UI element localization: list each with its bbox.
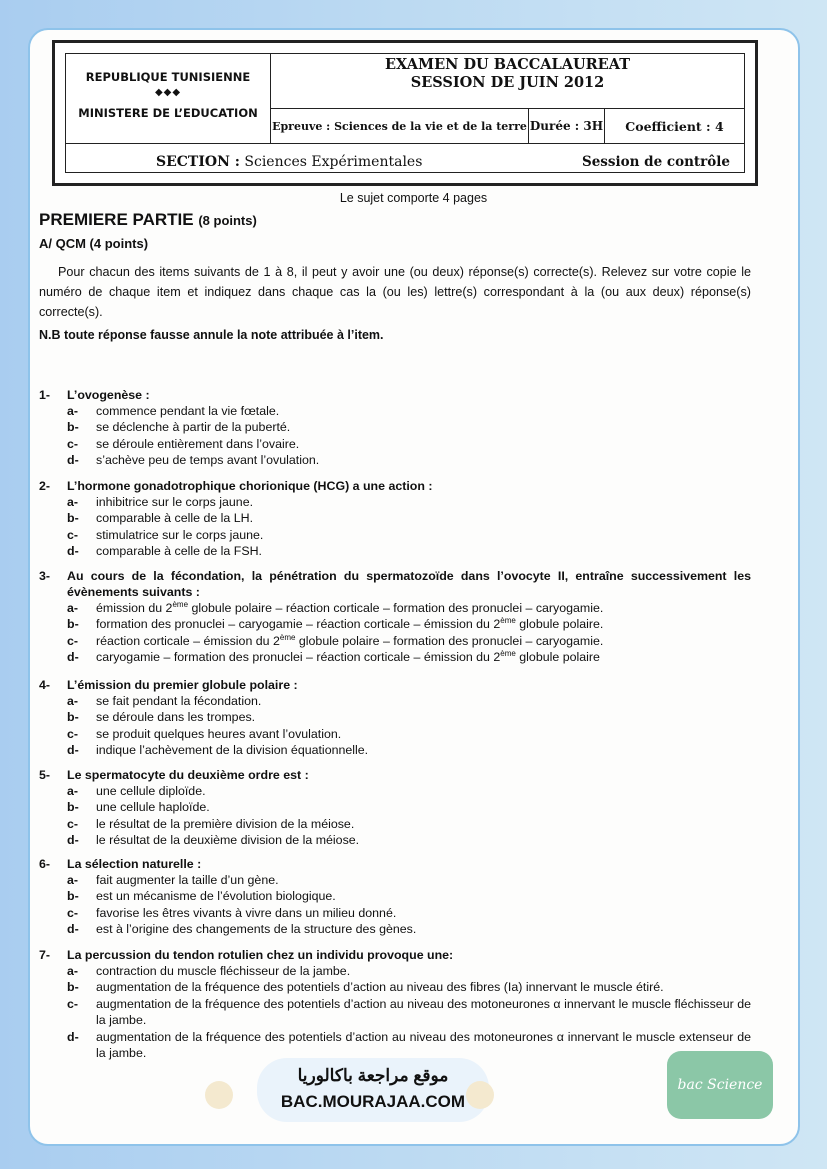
- answer-option: [39, 872, 751, 888]
- answer-option: [39, 693, 751, 709]
- question-item: [39, 568, 751, 666]
- answer-option: [39, 543, 751, 559]
- question-number: 6-: [39, 857, 51, 871]
- answer-option: [39, 905, 751, 921]
- question-text: [39, 856, 751, 872]
- question-item: [39, 387, 751, 469]
- option-text: augmentation de la fréquence des potentiels d’action au niveau des motoneurones α innervant le muscle extenseur de la jambe.: [96, 1029, 751, 1061]
- option-text: favorise les êtres vivants à vivre dans un milieu donné.: [96, 905, 397, 920]
- option-text: se déroule entièrement dans l’ovaire.: [96, 436, 300, 451]
- question-label: Le spermatocyte du deuxième ordre est :: [67, 768, 309, 782]
- option-letter: c-: [67, 436, 79, 451]
- option-text: indique l’achèvement de la division équationnelle.: [96, 743, 369, 758]
- question-item: [39, 947, 751, 1061]
- option-text: fait augmenter la taille d’un gène.: [96, 873, 279, 887]
- option-letter: c-: [67, 527, 79, 542]
- section-row: [66, 143, 744, 172]
- option-text: est à l’origine des changements de la structure des gènes.: [96, 922, 417, 937]
- option-letter: d-: [67, 922, 79, 937]
- question-item: [39, 856, 751, 938]
- option-text: contraction du muscle fléchisseur de la jambe.: [96, 964, 351, 978]
- option-text: réaction corticale – émission du 2ème globule polaire – formation des pronuclei – caryogamie.: [96, 632, 604, 648]
- option-text: augmentation de la fréquence des potentiels d’action au niveau des motoneurones α innervant le muscle fléchisseur de la jambe.: [96, 996, 751, 1028]
- option-letter: c-: [67, 905, 79, 920]
- ornament: ◆◆◆: [154, 87, 182, 98]
- answer-option: [39, 816, 751, 832]
- answer-option: [39, 494, 751, 510]
- option-text: le résultat de la première division de la méiose.: [96, 816, 355, 831]
- option-letter: c-: [67, 996, 79, 1011]
- question-text: [39, 478, 751, 494]
- question-text: [39, 947, 751, 963]
- question-label: L’hormone gonadotrophique chorionique (HCG) a une action :: [67, 479, 433, 493]
- question-text: [39, 387, 751, 403]
- answer-option: [39, 783, 751, 799]
- answer-option: [39, 963, 751, 979]
- page-count-note: Le sujet comporte 4 pages: [339, 191, 488, 205]
- option-letter: a-: [67, 495, 79, 509]
- option-letter: c-: [67, 633, 79, 648]
- exam-session: SESSION DE JUIN 2012: [410, 74, 605, 91]
- answer-option: [39, 996, 751, 1029]
- option-letter: d-: [67, 544, 79, 559]
- option-letter: d-: [67, 650, 79, 665]
- part-title: PREMIERE PARTIE (8 points): [39, 210, 257, 229]
- question-item: [39, 478, 751, 560]
- option-letter: d-: [67, 453, 79, 468]
- option-letter: b-: [67, 710, 79, 725]
- option-text: stimulatrice sur le corps jaune.: [96, 527, 264, 542]
- option-text: comparable à celle de la LH.: [96, 511, 254, 526]
- answer-option: [39, 888, 751, 904]
- nb-note: N.B toute réponse fausse annule la note attribuée à l’item.: [39, 328, 384, 342]
- option-letter: b-: [67, 511, 79, 526]
- option-letter: a-: [67, 964, 79, 978]
- option-text: se produit quelques heures avant l’ovulation.: [96, 726, 342, 741]
- option-letter: d-: [67, 833, 79, 848]
- option-letter: d-: [67, 1029, 79, 1044]
- option-letter: a-: [67, 784, 79, 798]
- exam-header: [52, 40, 758, 186]
- question-number: 2-: [39, 479, 51, 493]
- question-number: 1-: [39, 388, 51, 402]
- ministry-block: [66, 54, 271, 143]
- answer-option: [39, 832, 751, 848]
- option-text: commence pendant la vie fœtale.: [96, 404, 280, 418]
- option-text: une cellule diploïde.: [96, 784, 206, 798]
- option-text: caryogamie – formation des pronuclei – réaction corticale – émission du 2ème globule polaire: [96, 649, 600, 665]
- bac-science-badge: bac Science: [667, 1051, 773, 1119]
- option-text: inhibitrice sur le corps jaune.: [96, 495, 254, 509]
- option-letter: b-: [67, 980, 79, 995]
- answer-option: [39, 510, 751, 526]
- site-footer[interactable]: [257, 1058, 489, 1122]
- exam-info-row: [271, 109, 744, 143]
- answer-option: [39, 921, 751, 937]
- instructions: Pour chacun des items suivants de 1 à 8, il peut y avoir une (ou deux) réponse(s) correcte(s). Relevez sur votre copie le numéro de chaque item et indiquez dans chaque cas la (ou les) lettre(s) correspondant à la (ou aux deux) réponse(s) correcte(s).: [39, 265, 751, 319]
- question-number: 3-: [39, 569, 51, 583]
- answer-option: [39, 600, 751, 616]
- answer-option: [39, 709, 751, 725]
- answer-option: [39, 726, 751, 742]
- ministry-label: MINISTERE DE L’EDUCATION: [78, 106, 258, 120]
- option-text: formation des pronuclei – caryogamie – réaction corticale – émission du 2ème globule polaire.: [96, 616, 604, 632]
- footer-site-link[interactable]: BAC.MOURAJAA.COM: [280, 1092, 466, 1111]
- question-number: 4-: [39, 678, 51, 692]
- option-letter: b-: [67, 420, 79, 435]
- question-text: [39, 568, 751, 600]
- answer-option: [39, 419, 751, 435]
- option-text: se déroule dans les trompes.: [96, 710, 256, 725]
- option-letter: a-: [67, 873, 79, 887]
- answer-option: [39, 527, 751, 543]
- exam-title: EXAMEN DU BACCALAUREAT: [385, 56, 630, 73]
- republic-label: REPUBLIQUE TUNISIENNE: [85, 70, 251, 84]
- question-text: [39, 767, 751, 783]
- option-letter: c-: [67, 816, 79, 831]
- answer-option: [39, 979, 751, 995]
- question-label: L’émission du premier globule polaire :: [67, 678, 298, 692]
- exam-title-block: [271, 54, 744, 109]
- option-letter: a-: [67, 404, 79, 418]
- answer-option: [39, 742, 751, 758]
- answer-option: [39, 616, 751, 632]
- question-number: 5-: [39, 768, 51, 782]
- question-item: [39, 677, 751, 759]
- duration-label: Durée : 3H: [529, 109, 605, 143]
- question-item: [39, 767, 751, 849]
- answer-option: [39, 799, 751, 815]
- option-text: se fait pendant la fécondation.: [96, 694, 262, 708]
- option-letter: a-: [67, 694, 79, 708]
- option-text: s’achève peu de temps avant l’ovulation.: [96, 453, 320, 468]
- footer-arabic: موقع مراجعة باكالوريا: [297, 1066, 449, 1085]
- option-text: émission du 2ème globule polaire – réaction corticale – formation des pronuclei – caryogamie.: [96, 599, 604, 615]
- option-text: augmentation de la fréquence des potentiels d’action au niveau des fibres (Ia) innervant le muscle étiré.: [96, 980, 664, 995]
- option-text: une cellule haploïde.: [96, 800, 210, 815]
- coefficient-label: Coefficient : 4: [625, 118, 724, 134]
- option-letter: d-: [67, 743, 79, 758]
- section-label: SECTION : Sciences Expérimentales: [156, 154, 423, 170]
- option-letter: b-: [67, 800, 79, 815]
- question-text: [39, 677, 751, 693]
- answer-option: [39, 649, 751, 665]
- option-letter: b-: [67, 617, 79, 632]
- answer-option: [39, 1029, 751, 1062]
- option-letter: b-: [67, 889, 79, 904]
- qcm-title: A/ QCM (4 points): [39, 236, 149, 251]
- option-text: se déclenche à partir de la puberté.: [96, 420, 291, 435]
- answer-option: [39, 436, 751, 452]
- question-label: La sélection naturelle :: [67, 857, 202, 871]
- site-logo-icon: [466, 1081, 494, 1109]
- option-text: comparable à celle de la FSH.: [96, 544, 262, 559]
- session-type: Session de contrôle: [581, 154, 730, 170]
- answer-option: [39, 633, 751, 649]
- epreuve-label: Epreuve : Sciences de la vie et de la terre: [271, 109, 529, 143]
- question-label: L’ovogenèse :: [67, 388, 150, 402]
- question-label: Au cours de la fécondation, la pénétration du spermatozoïde dans l’ovocyte II, entraîne successivement les évènements suivants :: [67, 569, 751, 599]
- site-logo-icon: [205, 1081, 233, 1109]
- question-number: 7-: [39, 948, 51, 962]
- option-text: le résultat de la deuxième division de la méiose.: [96, 833, 360, 848]
- option-letter: c-: [67, 726, 79, 741]
- option-text: est un mécanisme de l’évolution biologique.: [96, 889, 336, 904]
- option-letter: a-: [67, 601, 79, 615]
- answer-option: [39, 403, 751, 419]
- answer-option: [39, 452, 751, 468]
- question-label: La percussion du tendon rotulien chez un individu provoque une:: [67, 948, 454, 962]
